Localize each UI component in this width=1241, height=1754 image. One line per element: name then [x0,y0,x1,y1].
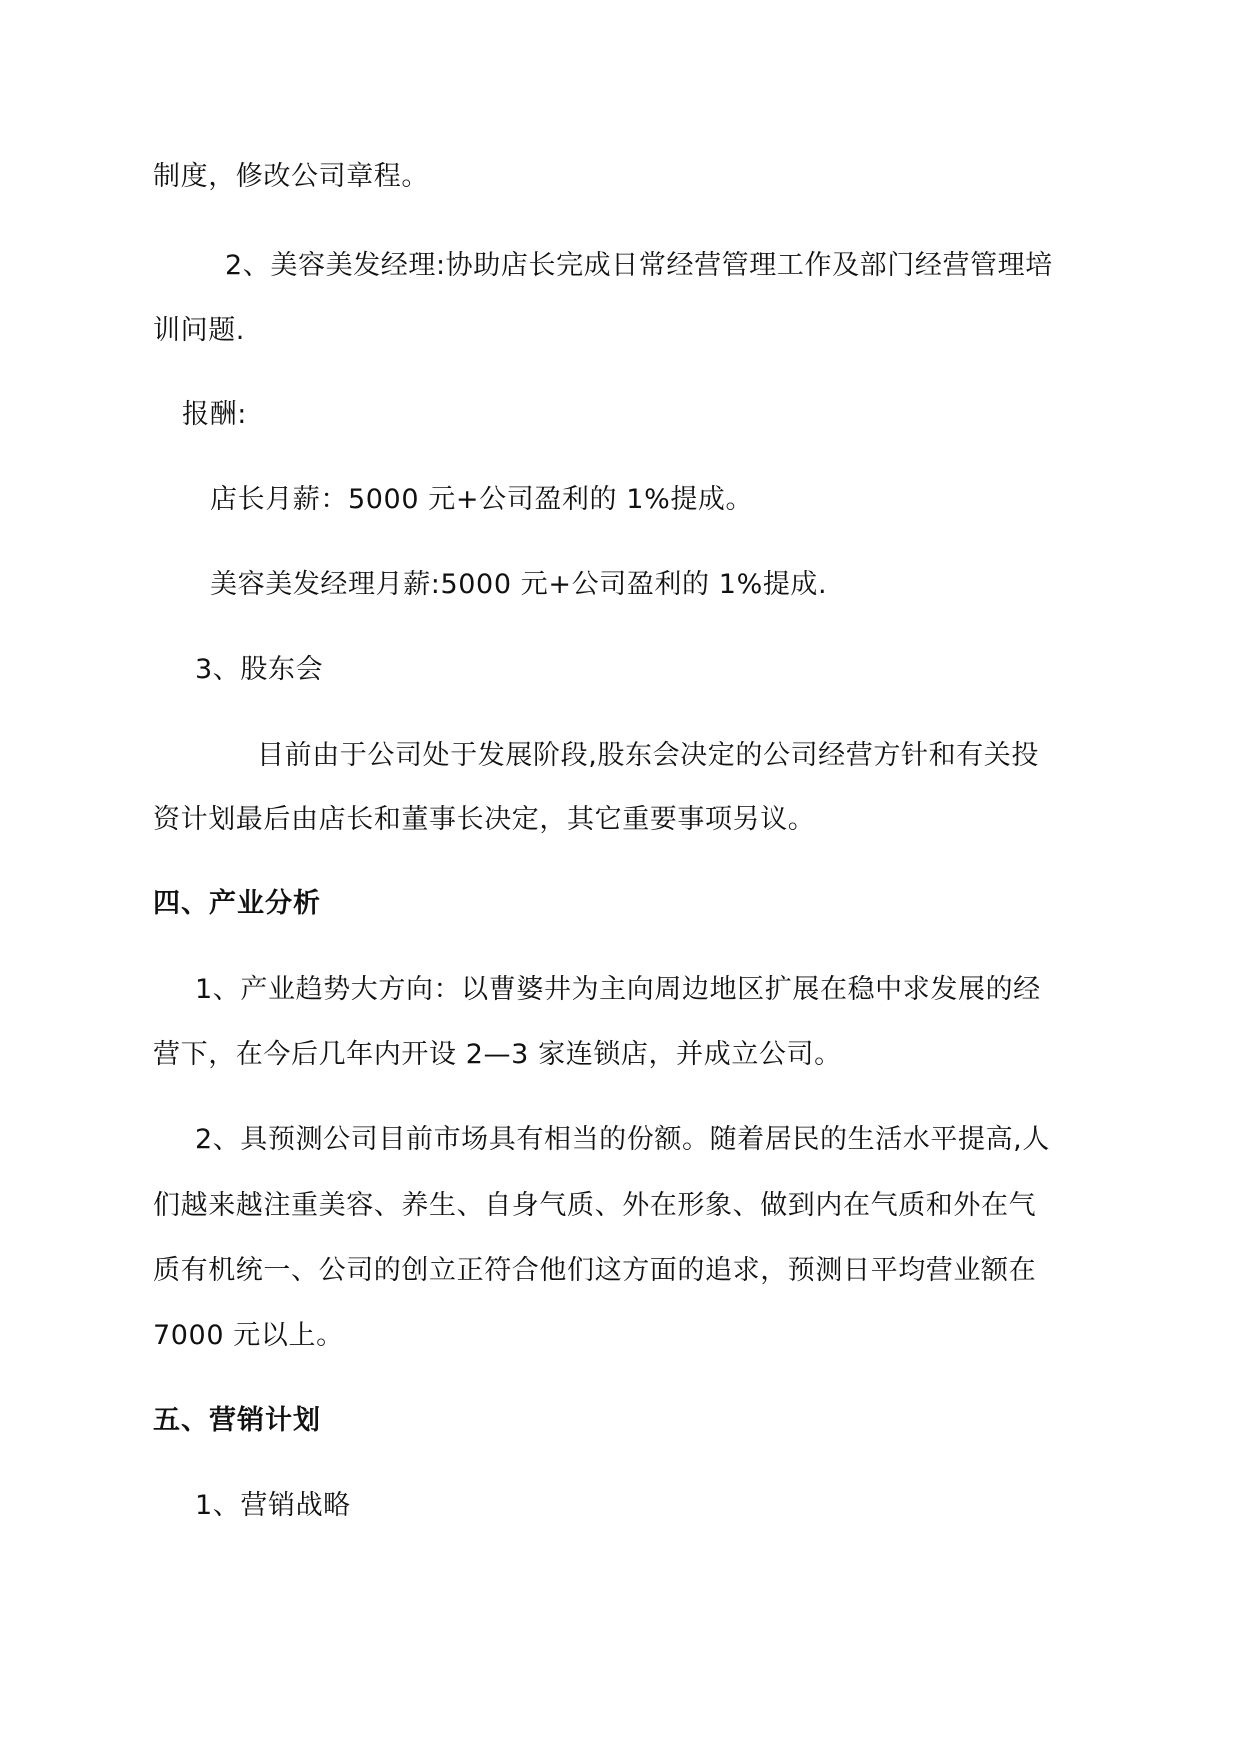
text-line: 1、产业趋势大方向：以曹婆井为主向周边地区扩展在稳中求发展的经 [195,974,1041,1005]
text-line: 1、营销战略 [195,1490,351,1521]
text-line: 营下，在今后几年内开设 2—3 家连锁店，并成立公司。 [153,1039,842,1070]
text-line: 制度，修改公司章程。 [153,161,429,192]
text-line: 质有机统一、公司的创立正符合他们这方面的追求，预测日平均营业额在 [153,1255,1037,1286]
text-line: 7000 元以上。 [153,1320,344,1351]
text-line: 店长月薪：5000 元+公司盈利的 1%提成。 [210,484,754,515]
text-line: 2、具预测公司目前市场具有相当的份额。随着居民的生活水平提高,人 [195,1124,1050,1155]
text-line: 资计划最后由店长和董事长决定，其它重要事项另议。 [153,804,816,835]
text-line: 训问题. [153,315,245,346]
text-line: 报酬: [182,399,247,430]
text-line: 们越来越注重美容、养生、自身气质、外在形象、做到内在气质和外在气 [153,1190,1037,1221]
section-heading: 四、产业分析 [153,888,321,919]
text-line: 3、股东会 [195,654,324,685]
text-line: 美容美发经理月薪:5000 元+公司盈利的 1%提成. [210,569,828,600]
text-line: 2、美容美发经理:协助店长完成日常经营管理工作及部门经营管理培 [225,250,1053,281]
text-line: 目前由于公司处于发展阶段,股东会决定的公司经营方针和有关投 [257,740,1039,771]
section-heading: 五、营销计划 [153,1405,321,1436]
